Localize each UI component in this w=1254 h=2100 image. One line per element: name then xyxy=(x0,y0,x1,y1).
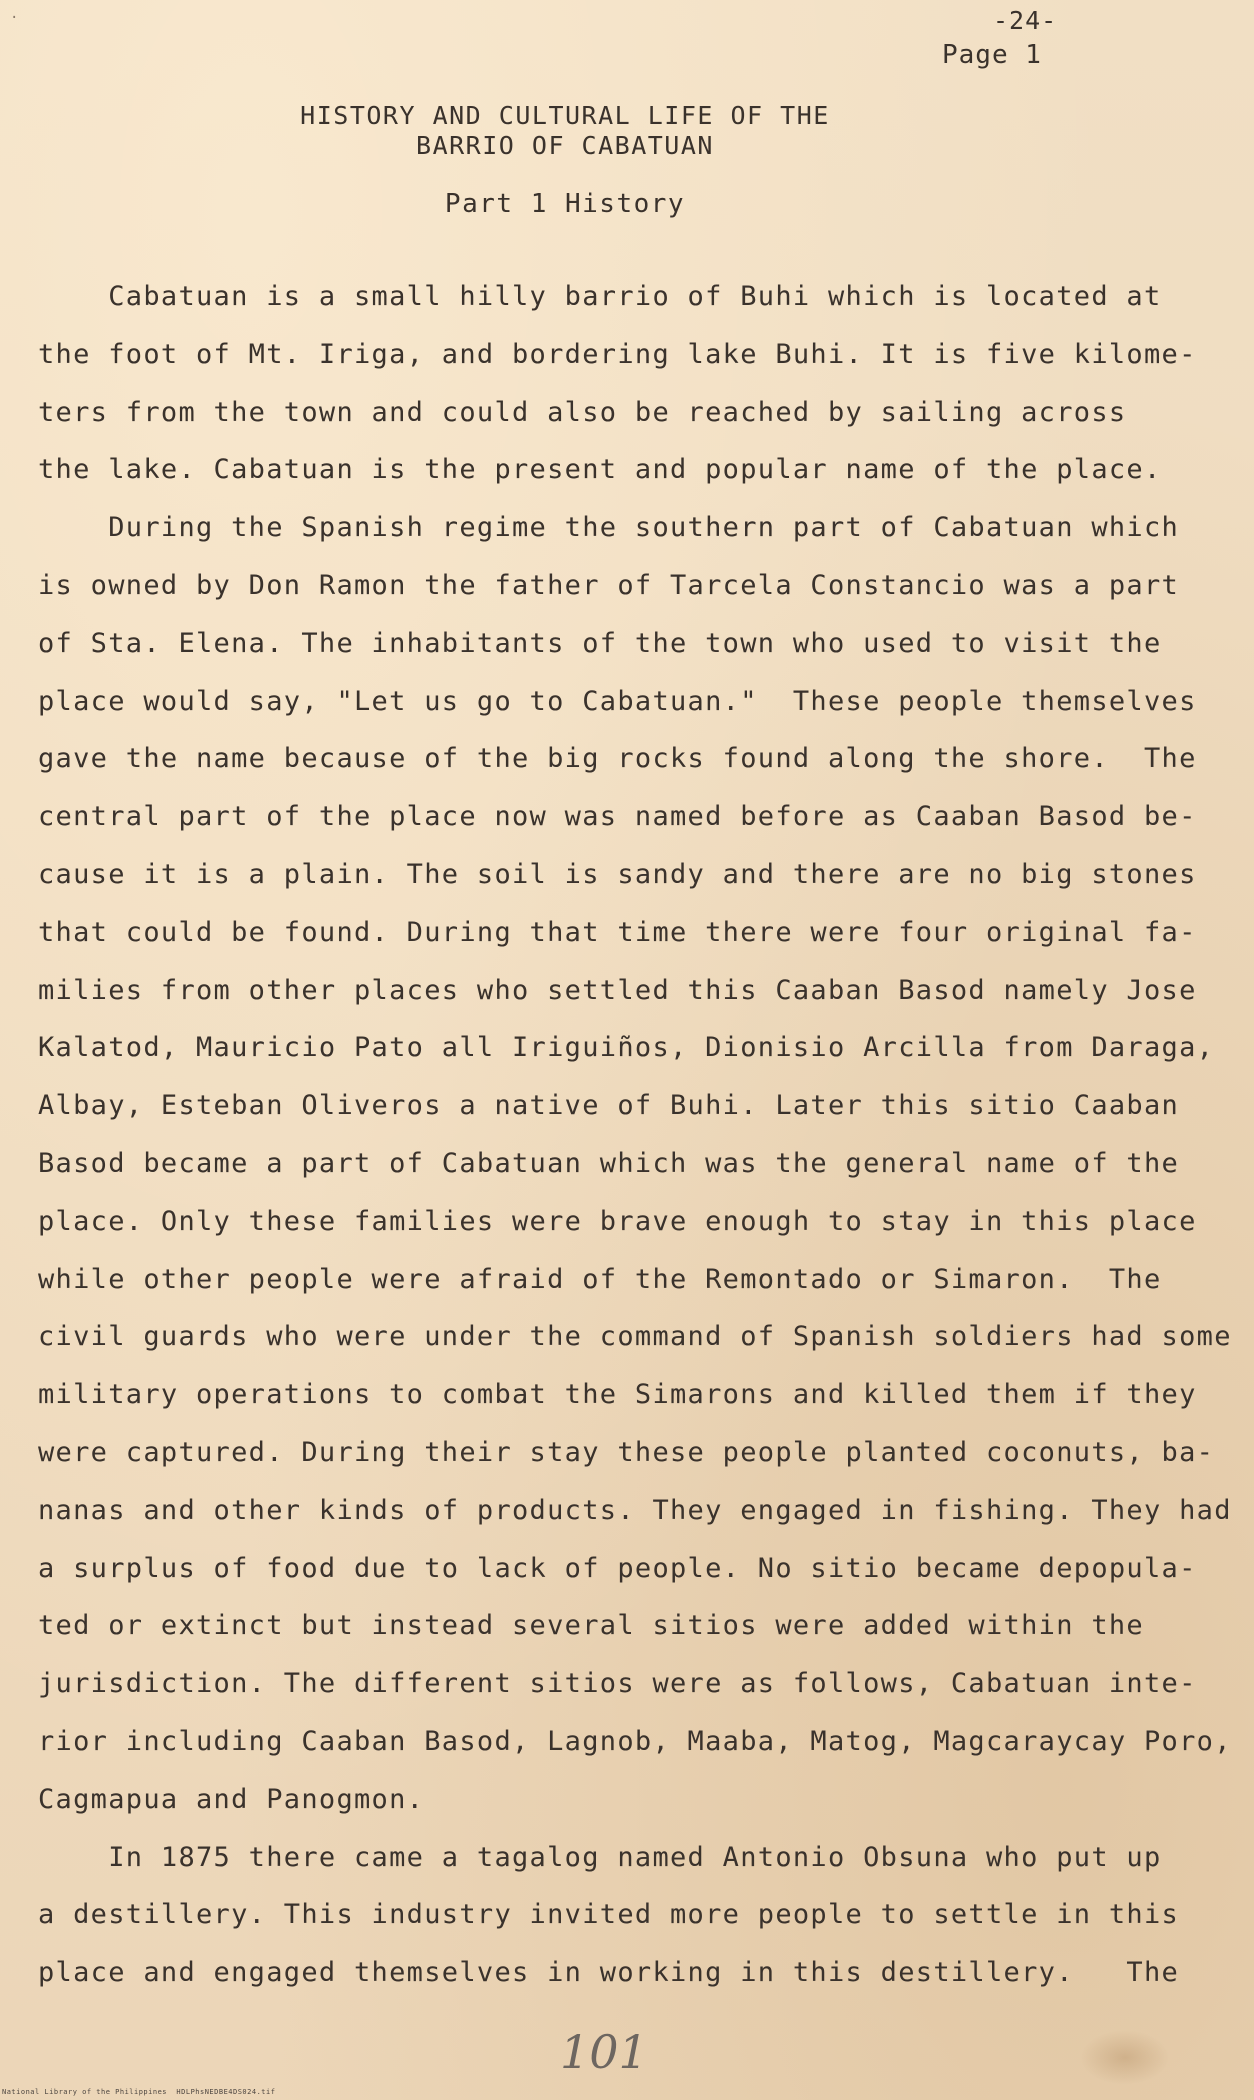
text-line: ters from the town and could also be reached by sailing across xyxy=(38,396,1127,428)
document-title-line-1: HISTORY AND CULTURAL LIFE OF THE xyxy=(300,101,830,130)
text-line: gave the name because of the big rocks found along the shore. The xyxy=(38,743,1197,775)
text-line: nanas and other kinds of products. They engaged in fishing. They had xyxy=(38,1494,1232,1526)
text-line: Cagmapua and Panogmon. xyxy=(38,1783,425,1815)
text-line: Basod became a part of Cabatuan which was the general name of the xyxy=(38,1147,1180,1179)
paper-stain xyxy=(1080,2030,1170,2085)
text-line: cause it is a plain. The soil is sandy and there are no big stones xyxy=(38,858,1197,890)
page-marker: -24- xyxy=(993,6,1058,35)
text-line: a destillery. This industry invited more people to settle in this xyxy=(38,1899,1180,1931)
handwritten-folio-number: 101 xyxy=(560,2025,648,2079)
text-line: while other people were afraid of the Remontado or Simaron. The xyxy=(38,1263,1162,1295)
page-label: Page 1 xyxy=(942,40,1042,70)
section-heading: Part 1 History xyxy=(444,189,686,219)
text-line: were captured. During their stay these people planted coconuts, ba- xyxy=(38,1436,1215,1468)
text-line: milies from other places who settled this Caaban Basod namely Jose xyxy=(38,974,1197,1006)
body-text xyxy=(38,268,1232,2002)
text-line: civil guards who were under the command of Spanish soldiers had some xyxy=(38,1321,1232,1353)
text-line: the foot of Mt. Iriga, and bordering lake Buhi. It is five kilome- xyxy=(38,338,1197,370)
text-line: is owned by Don Ramon the father of Tarcela Constancio was a part xyxy=(38,569,1180,601)
text-line: rior including Caaban Basod, Lagnob, Maaba, Matog, Magcaraycay Poro, xyxy=(38,1725,1232,1757)
text-line: Albay, Esteban Oliveros a native of Buhi. Later this sitio Caaban xyxy=(38,1090,1180,1122)
text-line: the lake. Cabatuan is the present and popular name of the place. xyxy=(38,454,1162,486)
text-line: Kalatod, Mauricio Pato all Iriguiños, Dionisio Arcilla from Daraga, xyxy=(38,1032,1215,1064)
text-line: central part of the place now was named before as Caaban Basod be- xyxy=(38,801,1197,833)
text-line: ted or extinct but instead several sitios were added within the xyxy=(38,1610,1144,1642)
text-line: that could be found. During that time there were four original fa- xyxy=(38,916,1197,948)
text-line: place would say, "Let us go to Cabatuan." These people themselves xyxy=(38,685,1197,717)
text-line: a surplus of food due to lack of people. No sitio became depopula- xyxy=(38,1552,1197,1584)
text-line: During the Spanish regime the southern part of Cabatuan which xyxy=(38,512,1180,544)
text-line: jurisdiction. The different sitios were as follows, Cabatuan inte- xyxy=(38,1668,1197,1700)
text-line: Cabatuan is a small hilly barrio of Buhi which is located at xyxy=(38,281,1162,312)
document-title-line-2: BARRIO OF CABATUAN xyxy=(416,131,714,160)
text-line: place and engaged themselves in working in this destillery. The xyxy=(38,1957,1180,1989)
text-line: military operations to combat the Simarons and killed them if they xyxy=(38,1379,1197,1411)
edge-mark: · xyxy=(10,10,19,26)
text-line: of Sta. Elena. The inhabitants of the town who used to visit the xyxy=(38,627,1162,659)
archive-footer: National Library of the Philippines HDLPhsNEDBE4DS024.tif xyxy=(2,2088,276,2096)
text-line: In 1875 there came a tagalog named Antonio Obsuna who put up xyxy=(38,1841,1162,1873)
text-line: place. Only these families were brave enough to stay in this place xyxy=(38,1205,1197,1237)
